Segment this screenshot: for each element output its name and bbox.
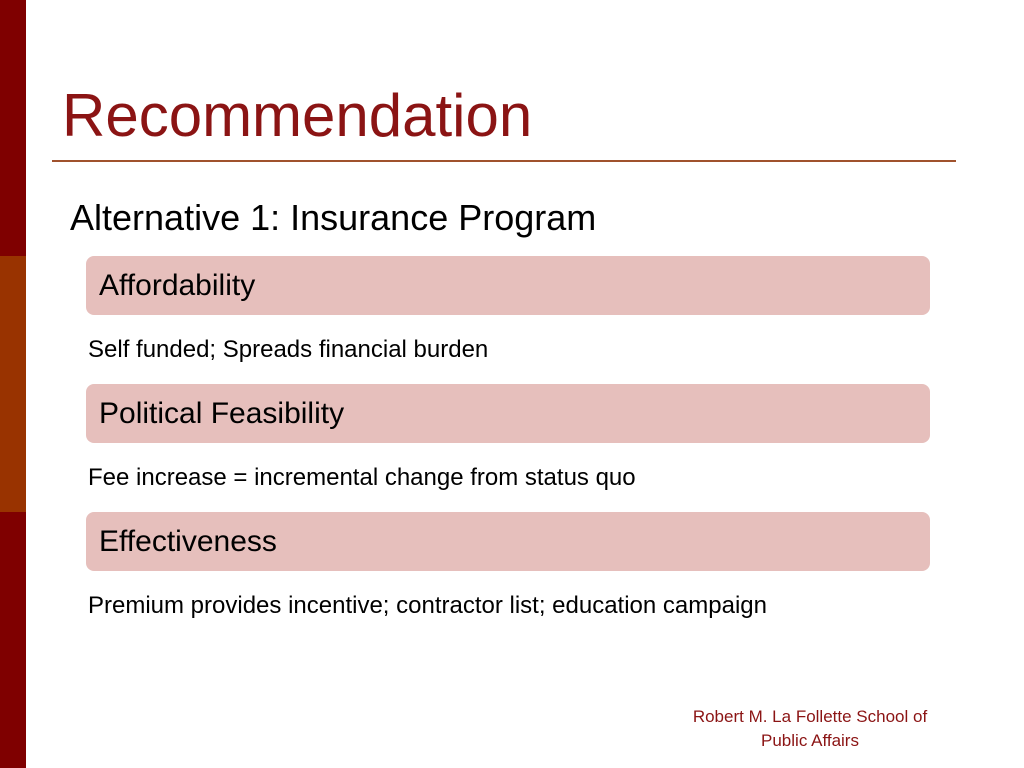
- footer-line-2: Public Affairs: [761, 731, 859, 750]
- criterion-effectiveness: [86, 512, 930, 640]
- criterion-heading: Effectiveness: [86, 512, 930, 571]
- criterion-detail: Premium provides incentive; contractor list; education campaign: [88, 591, 767, 619]
- sidebar-accent-middle: [0, 256, 26, 512]
- footer-organization: [660, 705, 960, 753]
- criteria-list: [86, 256, 930, 640]
- title-divider: [52, 160, 956, 162]
- criterion-detail: Fee increase = incremental change from status quo: [88, 463, 636, 491]
- criterion-detail: Self funded; Spreads financial burden: [88, 335, 489, 363]
- criterion-heading: Affordability: [86, 256, 930, 315]
- criterion-political-feasibility: [86, 384, 930, 512]
- sidebar-accent-bottom: [0, 512, 26, 768]
- slide-title: Recommendation: [62, 82, 533, 149]
- slide-subtitle: Alternative 1: Insurance Program: [70, 197, 597, 238]
- criterion-heading: Political Feasibility: [86, 384, 930, 443]
- criterion-affordability: [86, 256, 930, 384]
- sidebar-accent-top: [0, 0, 26, 256]
- footer-line-1: Robert M. La Follette School of: [692, 707, 928, 726]
